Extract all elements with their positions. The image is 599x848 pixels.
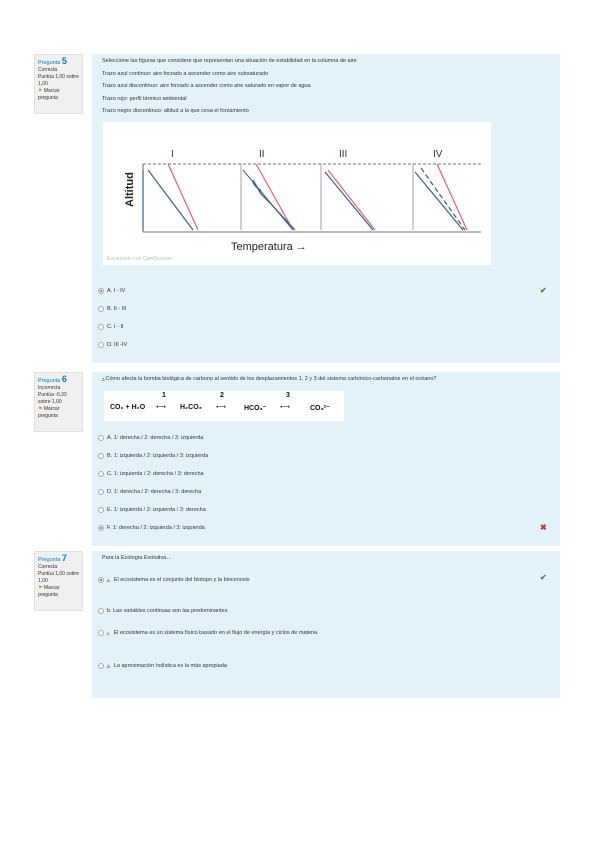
radio-button[interactable] [98, 288, 104, 294]
question-text: ¿Cómo afecta la bomba biológica de carbono al sentido de los desplazamientos 1, 2 y 3 del sistema carbónico-carbonatos en el océano? [102, 376, 437, 382]
option-5a[interactable]: A. I - IV [98, 288, 125, 294]
radio-button[interactable] [98, 342, 104, 348]
stability-figure-svg [103, 122, 491, 265]
arrow-icon: ⟷ [156, 404, 167, 411]
question-number: Pregunta 7 [38, 553, 67, 563]
question-number: Pregunta 6 [38, 374, 67, 384]
species-h2co3: H₂CO₃ [180, 404, 202, 411]
species-co2-h2o: CO₂ + H₂O [110, 404, 146, 411]
check-icon: ✔ [540, 573, 547, 582]
carbonate-equation [104, 391, 344, 421]
option-6a[interactable]: A. 1: derecha / 2: derecha / 3: izquierda [98, 435, 203, 441]
question-text-line: Seleccione las figuras que considere que representan una situación de estabilidad en la columna de aire [102, 58, 357, 64]
panel-label-4: IV [433, 149, 443, 160]
option-6b[interactable]: B. 1: izquierda / 2: izquierda / 3: izquierda [98, 453, 208, 459]
figure-ylabel: Altitud [124, 172, 136, 207]
question-number: Pregunta 5 [38, 56, 67, 66]
question-status: Correcta [38, 67, 58, 73]
radio-button[interactable] [98, 577, 104, 583]
option-6c[interactable]: C. 1: izquierda / 2: derecha / 3: derecha [98, 471, 204, 477]
option-7b[interactable]: b. Las variables continuas son las predominantes [98, 608, 227, 614]
option-7c[interactable]: c. El ecosistema es un sistema físico basado en el flujo de energía y ciclos de materia [98, 630, 317, 636]
question-score: Puntúa 1,00 sobre 1,00 [38, 571, 79, 584]
species-hco3: HCO₃⁻ [244, 405, 267, 412]
question-text-line: Trazo azul continuo: aire forzado a ascender como aire subsaturado [102, 70, 269, 77]
question-status: Incorrecta [38, 385, 61, 391]
question-info-6 [34, 372, 83, 432]
question-score: Puntúa 1,00 sobre 1,00 [38, 74, 79, 87]
flag-icon: ⚑ [38, 406, 43, 412]
panel-label-1: I [171, 149, 174, 160]
step-number-2: 2 [220, 392, 224, 399]
option-6e[interactable]: E. 1: izquierda / 2: izquierda / 3: derecha [98, 507, 206, 513]
figure-xlabel: Temperatura → [231, 241, 307, 253]
option-7d[interactable]: d. La aproximación holística es la más apropiada [98, 663, 227, 669]
radio-button[interactable] [98, 663, 104, 669]
option-5b[interactable]: B. II - III [98, 306, 126, 312]
step-number-1: 1 [162, 392, 166, 399]
question-info-5 [34, 54, 83, 114]
flag-icon: ⚑ [38, 585, 43, 591]
radio-button[interactable] [98, 608, 104, 614]
question-text: Para la Ecología Evolutiva… [102, 555, 172, 561]
flag-question-link[interactable]: ⚑ Marcar pregunta [38, 585, 60, 598]
question-text-line: Trazo negro discontinuo: altitud a la que cesa el forzamiento [102, 108, 249, 114]
option-5d[interactable]: D. III -IV [98, 342, 127, 348]
species-co3: CO₃²⁻ [310, 405, 330, 412]
radio-button[interactable] [98, 471, 104, 477]
question-score: Puntúa -0,33 sobre 1,00 [38, 392, 67, 405]
option-6f[interactable]: F. 1: derecha / 2: izquierda / 3: izquierda [98, 525, 205, 531]
arrow-icon: ⟷ [280, 404, 291, 411]
radio-button[interactable] [98, 489, 104, 495]
question-info-7 [34, 551, 83, 611]
question-text-line: Trazo rojo: perfil térmico ambiental [102, 95, 187, 102]
radio-button[interactable] [98, 507, 104, 513]
radio-button[interactable] [98, 453, 104, 459]
flag-question-link[interactable]: ⚑ Marcar pregunta [38, 406, 60, 419]
stability-figure [103, 122, 491, 265]
option-5c[interactable]: C. I - II [98, 324, 124, 330]
option-7a[interactable]: a. El ecosistema es el conjunto del biotopo y la biocenosis [98, 577, 250, 583]
option-6d[interactable]: D. 1: derecha / 2: derecha / 3: derecha [98, 489, 201, 495]
radio-button[interactable] [98, 525, 104, 531]
arrow-icon: ⟷ [216, 404, 227, 411]
step-number-3: 3 [286, 392, 290, 399]
panel-label-2: II [259, 149, 265, 160]
question-content-7 [92, 551, 560, 698]
panel-label-3: III [339, 149, 348, 160]
question-text-line: Trazo azul discontinuo: aire forzado a ascender como aire saturado en vapor de agua [102, 83, 311, 89]
check-icon: ✔ [540, 286, 547, 295]
scanner-watermark: Escaneado con CamScanner [107, 256, 173, 262]
flag-icon: ⚑ [38, 88, 43, 94]
radio-button[interactable] [98, 306, 104, 312]
question-status: Correcta [38, 564, 58, 570]
radio-button[interactable] [98, 324, 104, 330]
flag-question-link[interactable]: ⚑ Marcar pregunta [38, 88, 60, 101]
cross-icon: ✖ [540, 523, 547, 532]
radio-button[interactable] [98, 435, 104, 441]
radio-button[interactable] [98, 630, 104, 636]
